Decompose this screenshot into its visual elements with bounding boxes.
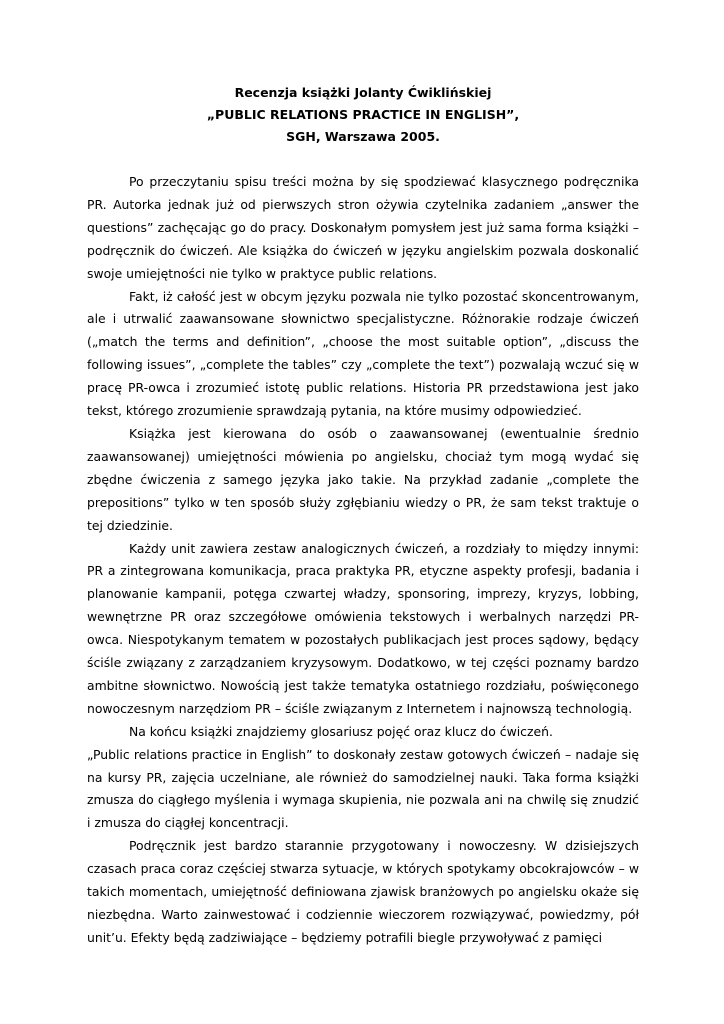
paragraph-audience: Książka jest kierowana do osób o zaawansowanej (ewentualnie średnio zaawansowanej) umiejętności mówienia po angielsku, chociaż tym mogą wydać się zbędne ćwiczenia z samego języka jako takie. Na przykład zadanie „complete the prepositions” tylko w ten sposób służy zgłębianiu wiedzy o PR, że sam tekst traktuje o tej dziedzinie. [87, 425, 639, 533]
document-title [87, 82, 639, 148]
title-line-book: „PUBLIC RELATIONS PRACTICE IN ENGLISH”, [206, 107, 520, 122]
title-line-author: Recenzja książki Jolanty Ćwiklińskiej [234, 85, 492, 100]
document-page [87, 82, 639, 950]
paragraph-units: Każdy unit zawiera zestaw analogicznych ćwiczeń, a rozdziały to między innymi: PR a zintegrowana komunikacja, praca praktyka PR, etyczne aspekty profesji, badania i planowanie kampanii, potęga czwartej władzy, sponsoring, imprezy, kryzys, lobbing, wewnętrzne PR oraz szczegółowe omówienia tekstowych i werbalnych narzędzi PR-owca. Niespotykanym tematem w pozostałych publikacjach jest proces sądowy, będący ściśle związany z zarządzaniem kryzysowym. Dodatkowo, w tej części poznamy bardzo ambitne słownictwo. Nowością jest także tematyka ostatniego rozdziału, poświęconego nowoczesnym narzędziom PR – ściśle związanym z Internetem i najnowszą technologią. [87, 540, 639, 716]
paragraph-glossary: Na końcu książki znajdziemy glosariusz pojęć oraz klucz do ćwiczeń. [129, 723, 553, 739]
paragraph-language: Fakt, iż całość jest w obcym języku pozwala nie tylko pozostać skoncentrowanym, ale i utrwalić zaawansowane słownictwo specjalistyczne. Różnorakie rodzaje ćwiczeń („match the terms and definition”, „choose the most suitable option”, „discuss the following issues”, „complete the tables” czy „complete the text”) pozwalają wczuć się w pracę PR-owca i zrozumieć istotę public relations. Historia PR przedstawiona jest jako tekst, którego zrozumienie sprawdzają pytania, na które musimy odpowiedzieć. [87, 288, 639, 419]
paragraph-conclusion: Podręcznik jest bardzo starannie przygotowany i nowoczesny. W dzisiejszych czasach praca coraz częściej stwarza sytuacje, w których spotykamy obcokrajowców – w takich momentach, umiejętność definiowana zjawisk branżowych po angielsku okaże się niezbędna. Warto zainwestować i codziennie wieczorem rozwiązywać, powiedzmy, pół unit’u. Efekty będą zadziwiające – będziemy potrafili biegle przywoływać z pamięci [87, 838, 639, 945]
paragraph-intro: Po przeczytaniu spisu treści można by się spodziewać klasycznego podręcznika PR. Autorka jednak już od pierwszych stron ożywia czytelnika zadaniem „answer the questions” zachęcając go do pracy. Doskonałym pomysłem jest już sama forma książki – podręcznik do ćwiczeń. Ale książka do ćwiczeń w języku angielskim pozwala doskonalić swoje umiejętności nie tylko w praktyce public relations. [87, 174, 639, 281]
review-body [87, 171, 639, 950]
paragraph-summary: „Public relations practice in English” to doskonały zestaw gotowych ćwiczeń – nadaje się na kursy PR, zajęcia uczelniane, ale również do samodzielnej nauki. Taka forma książki zmusza do ciągłego myślenia i wymaga skupienia, nie pozwala ani na chwilę się znudzić i zmusza do ciągłej koncentracji. [87, 746, 639, 831]
title-line-publisher: SGH, Warszawa 2005. [286, 129, 440, 144]
